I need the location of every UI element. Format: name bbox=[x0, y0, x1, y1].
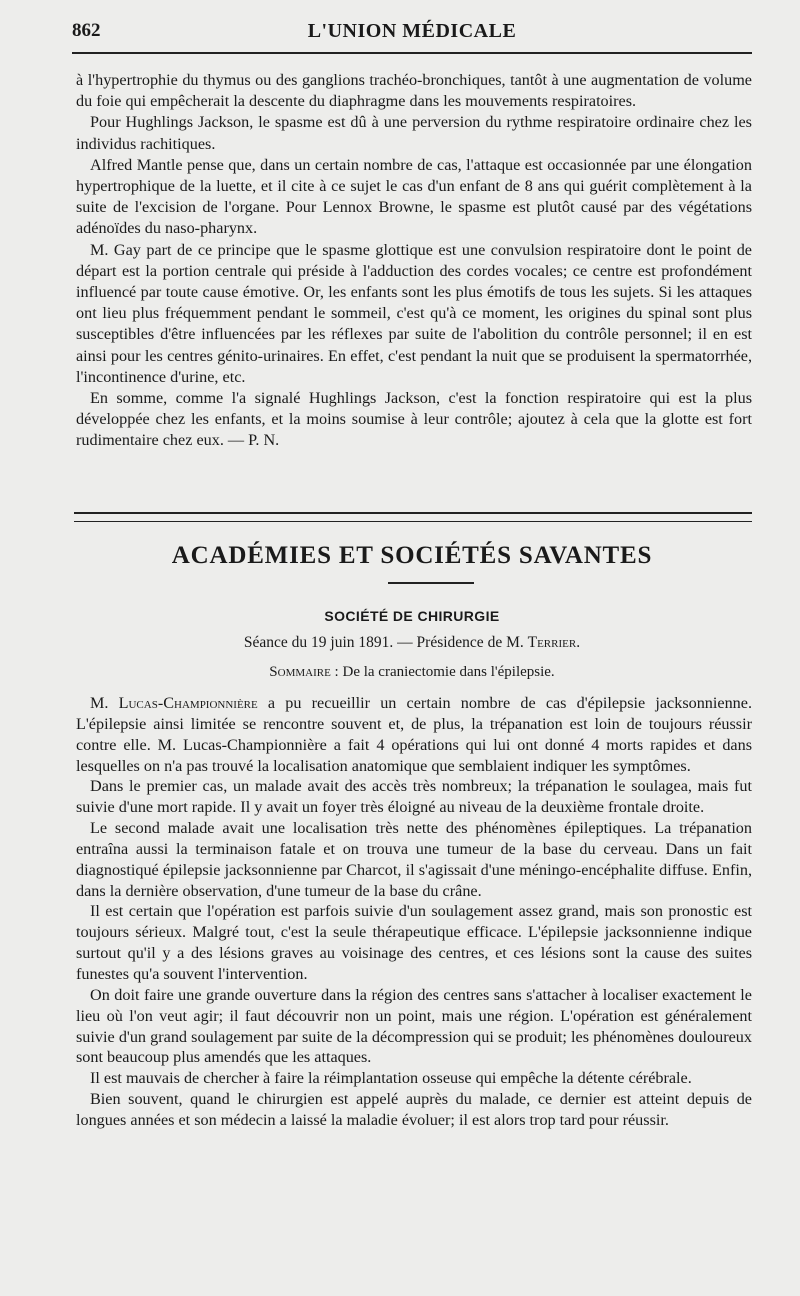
paragraph: En somme, comme l'a signalé Hughlings Jackson, c'est la fonction respiratoire qui est la plus développée chez les enfants, et la moins soumise à leur contrôle; ajoutez à cela que la glotte est fort rudimentaire chez eux. — P. N. bbox=[76, 389, 752, 450]
society-heading: SOCIÉTÉ DE CHIRURGIE bbox=[324, 608, 500, 624]
running-header bbox=[72, 18, 752, 46]
paragraph: M. Gay part de ce principe que le spasme glottique est une convulsion respiratoire dont le point de départ est la portion centrale qui préside à l'adduction des cordes vocales; ce centre est profondément influencé par toute cause émotive. Or, les enfants sont les plus émotifs de tous les sujets. Si les attaques ont lieu plus fréquemment pendant le sommeil, c'est qu'à ce moment, les origines du spinal sont plus susceptibles d'être influencées par les réflexes par suite de l'abolition du contrôle personnel; il en est ainsi pour les centres génito-urinaires. En effet, c'est pendant la nuit que se produisent la spermatorrhée, l'incontinence d'urine, etc. bbox=[76, 240, 752, 386]
president-name: Terrier. bbox=[527, 634, 581, 651]
summary-line bbox=[72, 664, 752, 681]
paragraph: Alfred Mantle pense que, dans un certain nombre de cas, l'attaque est occasionnée par une élongation hypertrophique de la luette, et il cite à ce sujet le cas d'un enfant de 8 ans qui guérit complètement à la suite de l'excision de l'organe. Pour Lennox Browne, le spasme est plutôt causé par des végétations adénoïdes du naso-pharynx. bbox=[76, 155, 752, 238]
paragraph: Pour Hughlings Jackson, le spasme est dû à une perversion du rythme respiratoire ordinaire chez les individus rachitiques. bbox=[76, 113, 752, 153]
page-number: 862 bbox=[72, 20, 101, 41]
session-date: Séance du 19 juin 1891. — Présidence de M. bbox=[243, 634, 524, 651]
header-rule bbox=[72, 52, 752, 54]
paragraph: Il est certain que l'opération est parfois suivie d'un soulagement assez grand, mais son pronostic est toujours sérieux. Malgré tout, c'est la seule thérapeutique efficace. L'épilepsie jacksonnienne indique surtout qu'il y a des lésions graves au voisinage des centres, et ces lésions sont la cause des suites funestes qu'a souvent l'intervention. bbox=[76, 902, 752, 983]
speaker-name: M. Lucas-Championnière bbox=[90, 694, 258, 712]
session-line bbox=[72, 634, 752, 652]
paragraph: Bien souvent, quand le chirurgien est appelé auprès du malade, ce dernier est atteint depuis de longues années et son médecin a laissé la maladie évoluer; il est alors trop tard pour réussir. bbox=[76, 1090, 752, 1129]
paragraph: Il est mauvais de chercher à faire la réimplantation osseuse qui empêche la détente cérébrale. bbox=[90, 1069, 692, 1088]
section-title: ACADÉMIES ET SOCIÉTÉS SAVANTES bbox=[171, 542, 653, 569]
society-report bbox=[76, 693, 752, 1131]
paragraph: Dans le premier cas, un malade avait des accès très nombreux; la trépanation le soulagea, mais fut suivie d'une mort rapide. Il y avait un foyer très éloigné au niveau de la deuxième frontale droite. bbox=[76, 777, 752, 817]
paragraph: Le second malade avait une localisation très nette des phénomènes épileptiques. La trépanation entraîna aussi la terminaison fatale et on trouva une tumeur de la base du cerveau. Dans un fait diagnostiqué épilepsie jacksonnienne par Charcot, il s'agissait d'une méningo-encéphalite diffuse. Enfin, dans la dernière observation, d'une tumeur de la base du crâne. bbox=[76, 819, 752, 900]
paragraph-text: a pu recueillir un certain nombre de cas d'épilepsie jacksonnienne. L'épilepsie ainsi limitée se rencontre souvent et, de plus, la trépanation est loin de toujours réussir contre elle. M. Lucas-Championnière a fait 4 opérations qui lui ont donné 4 morts rapides et dans lesquelles on n'a pas trouvé la localisation anatomique que semblaient indiquer les symptômes. bbox=[76, 694, 752, 775]
paragraph: à l'hypertrophie du thymus ou des ganglions trachéo-bronchiques, tantôt à une augmentation de volume du foie qui empêcherait la descente du diaphragme dans les mouvements respiratoires. bbox=[76, 71, 752, 111]
title-rule bbox=[388, 582, 474, 584]
paragraph: On doit faire une grande ouverture dans la région des centres sans s'attacher à localiser exactement le lieu où l'on veut agir; il faut découvrir non un point, mais une région. L'opération est généralement suivie d'un grand soulagement par suite de la décompression qui se produit; les phénomènes douloureux sont beaucoup plus amendés que les attaques. bbox=[76, 985, 752, 1067]
summary-label: Sommaire : bbox=[269, 664, 339, 680]
continued-article bbox=[76, 70, 752, 452]
journal-title: L'UNION MÉDICALE bbox=[307, 20, 517, 42]
paragraph bbox=[76, 693, 752, 776]
summary-text: De la craniectomie dans l'épilepsie. bbox=[342, 664, 555, 680]
section-divider bbox=[74, 512, 752, 522]
